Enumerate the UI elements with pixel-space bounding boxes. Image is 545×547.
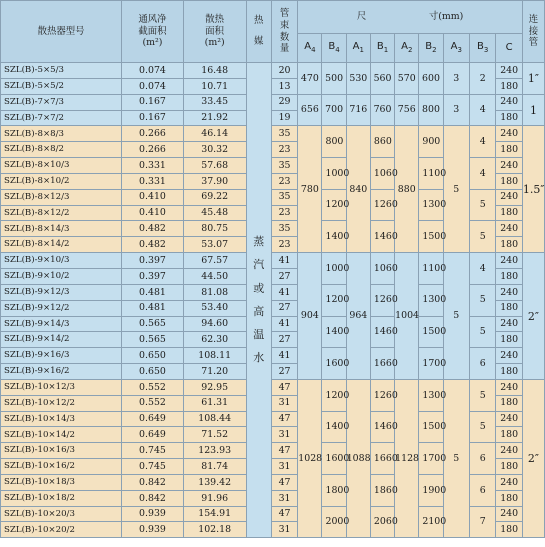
sub-header-c: C: [496, 34, 522, 63]
cell-vent: 0.074: [122, 78, 184, 94]
cell-model: SZL(B)-7×7/2: [1, 110, 122, 126]
cell-heat: 108.11: [183, 348, 246, 364]
cell-model: SZL(B)-8×10/2: [1, 173, 122, 189]
cell-c: 240: [496, 474, 522, 490]
cell-heat: 57.68: [183, 158, 246, 174]
cell-b3: 6: [470, 443, 496, 475]
cell-b1: 760: [370, 94, 394, 126]
cell-n: 47: [271, 474, 297, 490]
cell-heat: 81.08: [183, 284, 246, 300]
cell-a2: 880: [395, 126, 419, 253]
cell-b3: 6: [470, 474, 496, 506]
table-row: [1, 379, 545, 395]
cell-model: SZL(B)-8×10/3: [1, 158, 122, 174]
cell-n: 31: [271, 427, 297, 443]
cell-c: 180: [496, 110, 522, 126]
sub-header-a4: $A_4$: [298, 34, 322, 63]
cell-model: SZL(B)-8×8/3: [1, 126, 122, 142]
cell-heat: 33.45: [183, 94, 246, 110]
sub-header-b3: $B_3$: [470, 34, 496, 63]
cell-b2: 2100: [419, 506, 443, 538]
cell-b1: 1260: [370, 284, 394, 316]
cell-b1: 1660: [370, 348, 394, 380]
cell-b4: 800: [322, 126, 346, 158]
cell-vent: 0.410: [122, 189, 184, 205]
cell-vent: 0.167: [122, 94, 184, 110]
cell-vent: 0.552: [122, 395, 184, 411]
cell-vent: 0.074: [122, 63, 184, 79]
cell-model: SZL(B)-5×5/2: [1, 78, 122, 94]
cell-model: SZL(B)-10×12/3: [1, 379, 122, 395]
sub-header-b1: $B_1$: [370, 34, 394, 63]
col-header-vent-area: 通风净 截面积 (m²): [122, 1, 184, 63]
cell-b1: 560: [370, 63, 394, 95]
cell-c: 240: [496, 443, 522, 459]
cell-b3: 6: [470, 348, 496, 380]
cell-vent: 0.266: [122, 142, 184, 158]
cell-c: 240: [496, 221, 522, 237]
cell-n: 47: [271, 379, 297, 395]
cell-heat: 53.40: [183, 300, 246, 316]
cell-heat: 91.96: [183, 490, 246, 506]
cell-b4: 1400: [322, 221, 346, 253]
cell-a3: 5: [443, 379, 469, 537]
cell-b4: 2000: [322, 506, 346, 538]
cell-model: SZL(B)-10×14/2: [1, 427, 122, 443]
cell-c: 240: [496, 506, 522, 522]
cell-heat: 21.92: [183, 110, 246, 126]
cell-b3: 5: [470, 221, 496, 253]
cell-model: SZL(B)-8×14/3: [1, 221, 122, 237]
cell-b1: 1660: [370, 443, 394, 475]
cell-model: SZL(B)-5×5/3: [1, 63, 122, 79]
cell-b2: 1100: [419, 158, 443, 190]
cell-vent: 0.397: [122, 268, 184, 284]
cell-b1: 2060: [370, 506, 394, 538]
cell-c: 180: [496, 205, 522, 221]
cell-n: 31: [271, 459, 297, 475]
col-header-bundles: 管 束 数 量: [271, 1, 297, 63]
cell-b4: 700: [322, 94, 346, 126]
cell-b4: 1000: [322, 253, 346, 285]
cell-a1: 530: [346, 63, 370, 95]
cell-b4: 1600: [322, 348, 346, 380]
cell-vent: 0.481: [122, 284, 184, 300]
cell-b2: 1500: [419, 316, 443, 348]
cell-b4: 1000: [322, 158, 346, 190]
cell-heat: 46.14: [183, 126, 246, 142]
cell-model: SZL(B)-9×14/2: [1, 332, 122, 348]
cell-a1: 716: [346, 94, 370, 126]
cell-heat: 71.52: [183, 427, 246, 443]
cell-b2: 900: [419, 126, 443, 158]
cell-a2: 1128: [395, 379, 419, 537]
cell-b1: 1060: [370, 158, 394, 190]
medium-cell: 蒸 汽 或 高 温 水: [246, 63, 271, 538]
cell-model: SZL(B)-10×20/2: [1, 522, 122, 538]
cell-model: SZL(B)-8×12/2: [1, 205, 122, 221]
cell-c: 180: [496, 522, 522, 538]
cell-conn: 2″: [522, 379, 544, 537]
cell-vent: 0.481: [122, 300, 184, 316]
cell-n: 13: [271, 78, 297, 94]
cell-n: 31: [271, 395, 297, 411]
cell-vent: 0.266: [122, 126, 184, 142]
table-row: [1, 63, 545, 79]
cell-b2: 1300: [419, 284, 443, 316]
cell-heat: 81.74: [183, 459, 246, 475]
cell-vent: 0.745: [122, 443, 184, 459]
cell-model: SZL(B)-8×12/3: [1, 189, 122, 205]
cell-heat: 80.75: [183, 221, 246, 237]
cell-n: 41: [271, 253, 297, 269]
cell-heat: 139.42: [183, 474, 246, 490]
cell-n: 27: [271, 364, 297, 380]
cell-c: 180: [496, 332, 522, 348]
cell-model: SZL(B)-8×8/2: [1, 142, 122, 158]
cell-vent: 0.565: [122, 332, 184, 348]
cell-b1: 1260: [370, 379, 394, 411]
cell-n: 23: [271, 237, 297, 253]
cell-b4: 1200: [322, 284, 346, 316]
cell-model: SZL(B)-9×12/3: [1, 284, 122, 300]
sub-header-b4: $B_4$: [322, 34, 346, 63]
cell-heat: 62.30: [183, 332, 246, 348]
cell-n: 27: [271, 332, 297, 348]
cell-a1: 1088: [346, 379, 370, 537]
cell-c: 180: [496, 459, 522, 475]
cell-n: 31: [271, 522, 297, 538]
cell-conn: 1: [522, 94, 544, 126]
cell-model: SZL(B)-10×20/3: [1, 506, 122, 522]
cell-model: SZL(B)-10×12/2: [1, 395, 122, 411]
cell-model: SZL(B)-9×12/2: [1, 300, 122, 316]
cell-vent: 0.842: [122, 490, 184, 506]
cell-b1: 1460: [370, 221, 394, 253]
cell-a4: 904: [298, 253, 322, 380]
cell-b4: 1200: [322, 189, 346, 221]
cell-b2: 600: [419, 63, 443, 95]
cell-model: SZL(B)-9×10/3: [1, 253, 122, 269]
cell-a1: 840: [346, 126, 370, 253]
cell-vent: 0.397: [122, 253, 184, 269]
cell-a2: 1004: [395, 253, 419, 380]
cell-vent: 0.552: [122, 379, 184, 395]
cell-vent: 0.167: [122, 110, 184, 126]
table-row: [1, 253, 545, 269]
cell-n: 35: [271, 158, 297, 174]
cell-vent: 0.649: [122, 427, 184, 443]
cell-b4: 1400: [322, 411, 346, 443]
cell-model: SZL(B)-10×18/3: [1, 474, 122, 490]
cell-b1: 1260: [370, 189, 394, 221]
cell-n: 41: [271, 284, 297, 300]
cell-b2: 1900: [419, 474, 443, 506]
cell-n: 41: [271, 348, 297, 364]
cell-b1: 1860: [370, 474, 394, 506]
cell-c: 180: [496, 173, 522, 189]
cell-c: 240: [496, 158, 522, 174]
sub-header-a1: $A_1$: [346, 34, 370, 63]
cell-model: SZL(B)-10×16/2: [1, 459, 122, 475]
cell-b3: 2: [470, 63, 496, 95]
sub-header-a2: $A_2$: [395, 34, 419, 63]
col-header-connection: 连 接 管: [522, 1, 544, 63]
cell-b1: 1460: [370, 316, 394, 348]
cell-heat: 45.48: [183, 205, 246, 221]
cell-c: 240: [496, 379, 522, 395]
cell-b4: 1600: [322, 443, 346, 475]
cell-n: 31: [271, 490, 297, 506]
cell-vent: 0.939: [122, 522, 184, 538]
cell-n: 23: [271, 205, 297, 221]
cell-a2: 756: [395, 94, 419, 126]
cell-vent: 0.842: [122, 474, 184, 490]
cell-model: SZL(B)-8×14/2: [1, 237, 122, 253]
cell-n: 19: [271, 110, 297, 126]
cell-n: 35: [271, 126, 297, 142]
cell-heat: 37.90: [183, 173, 246, 189]
cell-a4: 1028: [298, 379, 322, 537]
cell-c: 180: [496, 490, 522, 506]
sub-header-a3: $A_3$: [443, 34, 469, 63]
cell-b3: 5: [470, 189, 496, 221]
cell-b3: 4: [470, 126, 496, 158]
cell-b3: 4: [470, 158, 496, 190]
cell-n: 35: [271, 221, 297, 237]
cell-c: 180: [496, 364, 522, 380]
cell-vent: 0.650: [122, 364, 184, 380]
cell-model: SZL(B)-9×16/3: [1, 348, 122, 364]
cell-b4: 500: [322, 63, 346, 95]
cell-heat: 69.22: [183, 189, 246, 205]
cell-c: 240: [496, 63, 522, 79]
cell-b4: 1400: [322, 316, 346, 348]
cell-b2: 1500: [419, 221, 443, 253]
cell-b2: 1100: [419, 253, 443, 285]
cell-heat: 108.44: [183, 411, 246, 427]
cell-b1: 1460: [370, 411, 394, 443]
col-header-model: 散热器型号: [1, 1, 122, 63]
cell-a4: 780: [298, 126, 322, 253]
cell-heat: 92.95: [183, 379, 246, 395]
cell-b3: 7: [470, 506, 496, 538]
cell-conn: 2″: [522, 253, 544, 380]
cell-n: 27: [271, 300, 297, 316]
cell-heat: 67.57: [183, 253, 246, 269]
cell-c: 240: [496, 284, 522, 300]
cell-c: 240: [496, 316, 522, 332]
cell-vent: 0.331: [122, 158, 184, 174]
cell-conn: 1″: [522, 63, 544, 95]
cell-c: 240: [496, 253, 522, 269]
cell-heat: 123.93: [183, 443, 246, 459]
cell-n: 47: [271, 443, 297, 459]
cell-c: 180: [496, 395, 522, 411]
table-body: [1, 63, 545, 538]
cell-vent: 0.331: [122, 173, 184, 189]
cell-n: 23: [271, 173, 297, 189]
cell-vent: 0.482: [122, 221, 184, 237]
cell-model: SZL(B)-9×10/2: [1, 268, 122, 284]
cell-vent: 0.482: [122, 237, 184, 253]
cell-n: 47: [271, 506, 297, 522]
cell-b3: 5: [470, 284, 496, 316]
cell-model: SZL(B)-9×14/3: [1, 316, 122, 332]
cell-c: 180: [496, 237, 522, 253]
cell-vent: 0.565: [122, 316, 184, 332]
cell-model: SZL(B)-10×14/3: [1, 411, 122, 427]
cell-vent: 0.649: [122, 411, 184, 427]
cell-b3: 5: [470, 411, 496, 443]
cell-n: 23: [271, 142, 297, 158]
cell-heat: 61.31: [183, 395, 246, 411]
col-header-medium: 热 媒: [246, 1, 271, 63]
cell-c: 180: [496, 78, 522, 94]
cell-a4: 656: [298, 94, 322, 126]
cell-c: 240: [496, 411, 522, 427]
cell-n: 35: [271, 189, 297, 205]
col-header-heat-area: 散热 面积 (m²): [183, 1, 246, 63]
cell-c: 180: [496, 427, 522, 443]
cell-heat: 44.50: [183, 268, 246, 284]
cell-b2: 1700: [419, 348, 443, 380]
cell-c: 180: [496, 268, 522, 284]
cell-model: SZL(B)-10×18/2: [1, 490, 122, 506]
cell-b2: 800: [419, 94, 443, 126]
cell-a3: 5: [443, 253, 469, 380]
cell-c: 180: [496, 300, 522, 316]
table-row: [1, 126, 545, 142]
cell-b3: 4: [470, 253, 496, 285]
cell-b2: 1500: [419, 411, 443, 443]
cell-n: 27: [271, 268, 297, 284]
cell-c: 240: [496, 348, 522, 364]
cell-n: 41: [271, 316, 297, 332]
cell-b2: 1700: [419, 443, 443, 475]
cell-conn: 1.5″: [522, 126, 544, 253]
cell-vent: 0.410: [122, 205, 184, 221]
cell-b4: 1200: [322, 379, 346, 411]
cell-heat: 53.07: [183, 237, 246, 253]
cell-model: SZL(B)-7×7/3: [1, 94, 122, 110]
cell-vent: 0.745: [122, 459, 184, 475]
cell-heat: 10.71: [183, 78, 246, 94]
cell-b2: 1300: [419, 189, 443, 221]
cell-a4: 470: [298, 63, 322, 95]
sub-header-b2: $B_2$: [419, 34, 443, 63]
cell-heat: 30.32: [183, 142, 246, 158]
cell-heat: 154.91: [183, 506, 246, 522]
cell-n: 47: [271, 411, 297, 427]
cell-model: SZL(B)-9×16/2: [1, 364, 122, 380]
cell-model: SZL(B)-10×16/3: [1, 443, 122, 459]
cell-b1: 1060: [370, 253, 394, 285]
cell-n: 20: [271, 63, 297, 79]
cell-a2: 570: [395, 63, 419, 95]
cell-heat: 94.60: [183, 316, 246, 332]
cell-c: 240: [496, 189, 522, 205]
cell-b3: 5: [470, 379, 496, 411]
cell-b3: 4: [470, 94, 496, 126]
cell-heat: 71.20: [183, 364, 246, 380]
cell-c: 240: [496, 126, 522, 142]
table-row: [1, 94, 545, 110]
cell-a3: 5: [443, 126, 469, 253]
cell-b2: 1300: [419, 379, 443, 411]
cell-vent: 0.650: [122, 348, 184, 364]
cell-a1: 964: [346, 253, 370, 380]
cell-b4: 1800: [322, 474, 346, 506]
col-header-dimensions: 尺 寸(mm): [298, 1, 523, 34]
cell-a3: 3: [443, 94, 469, 126]
cell-b1: 860: [370, 126, 394, 158]
cell-a3: 3: [443, 63, 469, 95]
cell-c: 240: [496, 94, 522, 110]
cell-vent: 0.939: [122, 506, 184, 522]
cell-c: 180: [496, 142, 522, 158]
cell-n: 29: [271, 94, 297, 110]
cell-heat: 102.18: [183, 522, 246, 538]
cell-b3: 5: [470, 316, 496, 348]
cell-heat: 16.48: [183, 63, 246, 79]
